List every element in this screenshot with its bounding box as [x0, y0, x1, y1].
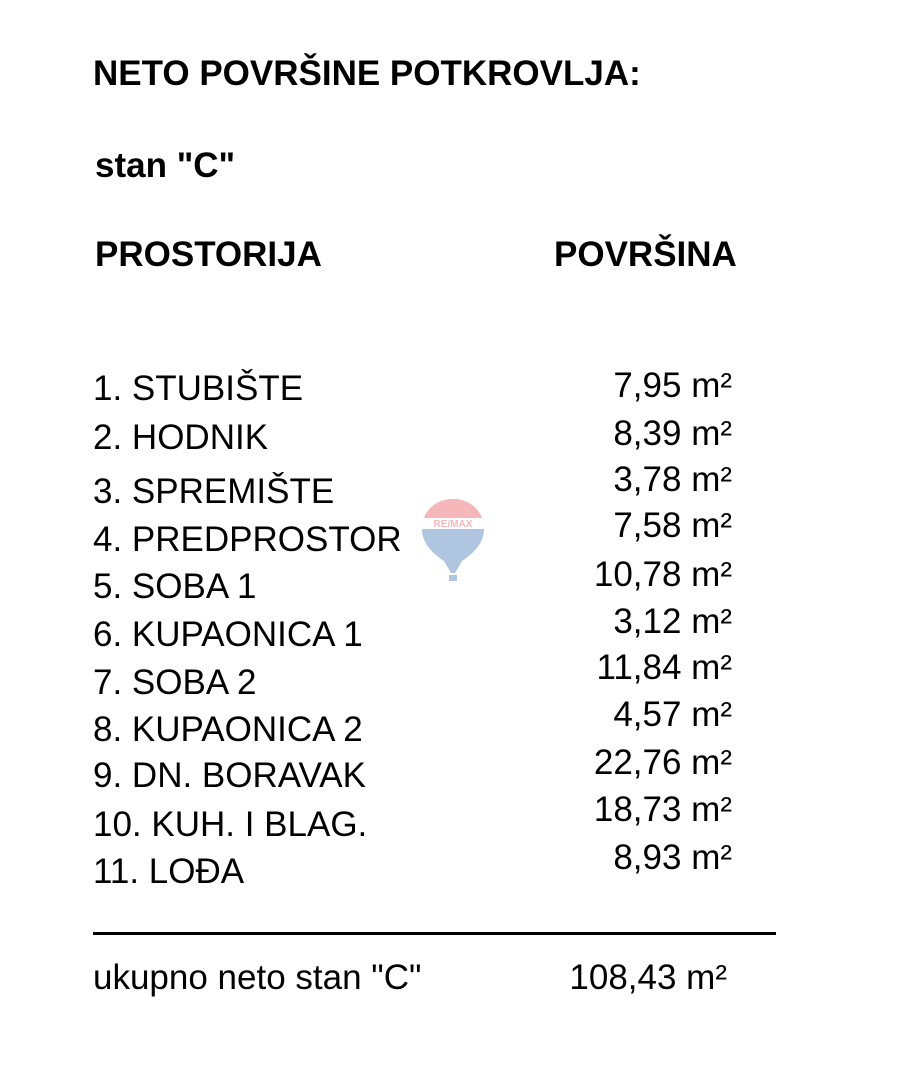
room-area: 18,73 m² [593, 790, 732, 829]
room-name: 6. KUPAONICA 1 [93, 615, 363, 654]
room-area: 7,58 m² [613, 506, 732, 545]
watermark-text: RE/MAX [433, 519, 473, 530]
room-area: 3,12 m² [613, 602, 732, 641]
room-name: 3. SPREMIŠTE [93, 472, 335, 511]
total-divider [93, 932, 776, 935]
room-name: 7. SOBA 2 [93, 663, 257, 702]
room-name: 11. LOĐA [93, 852, 245, 891]
room-area: 22,76 m² [593, 743, 732, 782]
room-name: 10. KUH. I BLAG. [93, 805, 368, 844]
room-name: 4. PREDPROSTOR [93, 520, 402, 559]
total-label: ukupno neto stan "C" [93, 958, 422, 997]
total-area: 108,43 m² [569, 958, 727, 997]
header-room: PROSTORIJA [95, 235, 322, 274]
room-name: 5. SOBA 1 [93, 567, 257, 606]
room-area: 8,39 m² [613, 414, 732, 453]
room-area: 3,78 m² [613, 460, 732, 499]
apartment-subtitle: stan "C" [95, 146, 236, 185]
room-area: 10,78 m² [593, 555, 732, 594]
room-area: 11,84 m² [596, 648, 732, 687]
header-area: POVRŠINA [554, 235, 737, 274]
remax-balloon-watermark-icon [418, 495, 488, 585]
room-name: 9. DN. BORAVAK [93, 756, 366, 795]
room-area: 8,93 m² [613, 838, 732, 877]
room-area: 7,95 m² [613, 366, 732, 405]
room-name: 8. KUPAONICA 2 [93, 710, 363, 749]
room-name: 2. HODNIK [93, 418, 269, 457]
page-title: NETO POVRŠINE POTKROVLJA: [93, 54, 641, 93]
room-name: 1. STUBIŠTE [93, 369, 304, 408]
room-area: 4,57 m² [613, 695, 732, 734]
